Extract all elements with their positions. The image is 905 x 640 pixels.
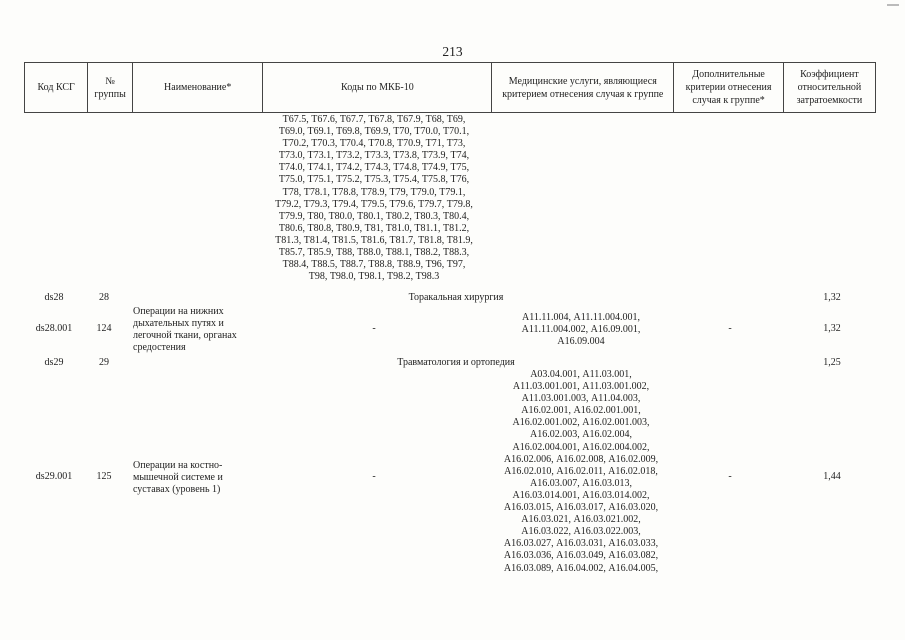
service-code-line: А16.02.001, А16.02.001.001, (521, 405, 641, 417)
row-code: ds28.001 (35, 323, 73, 334)
name-line: Операции на костно- (133, 460, 223, 471)
name-line: Операции на нижних (133, 306, 224, 317)
service-code-line: А16.02.003, А16.02.004, (530, 429, 632, 441)
service-code-line: А16.03.007, А16.03.013, (530, 477, 632, 489)
service-code-line: А16.03.089, А16.04.002, А16.04.005, (503, 562, 659, 574)
row-group: 124 (96, 323, 112, 334)
name-line: суставах (уровень 1) (133, 484, 221, 496)
row-services (490, 369, 672, 575)
continuation-mkb-codes (258, 114, 490, 283)
service-code-line: А16.03.014.001, А16.03.014.002, (512, 489, 650, 501)
row-name (133, 460, 258, 496)
name-line: дыхательных путях и (133, 318, 224, 330)
mkb-code-line: Т79.2, Т79.3, Т79.4, Т79.5, Т79.6, Т79.7, Т79.8, (275, 198, 473, 210)
mkb-code-line: Т98, Т98.0, Т98.1, Т98.2, Т98.3 (308, 271, 440, 283)
mkb-code-line: Т78, Т78.1, Т78.8, Т78.9, Т79, Т79.0, Т79.1, (282, 186, 466, 198)
header-medical-services: Медицинские услуги, являющиеся критерием отнесения случая к группе (492, 63, 674, 113)
mkb-code-line: Т88.4, Т88.5, Т88.7, Т88.8, Т88.9, Т96, Т97, (282, 259, 466, 271)
service-code-line: А16.02.006, А16.02.008, А16.02.009, (503, 453, 659, 465)
page-number: 213 (442, 44, 463, 59)
row-services (490, 312, 672, 348)
service-code-line: А11.03.001.003, А11.04.003, (521, 393, 641, 405)
mkb-code-line: Т75.0, Т75.1, Т75.2, Т75.3, Т75.4, Т75.8, Т76, (278, 174, 470, 186)
mkb-code-line: Т69.0, Т69.1, Т69.8, Т69.9, Т70, Т70.0, Т70.1, (278, 126, 470, 138)
service-code-line: А16.03.021, А16.03.021.002, (521, 514, 641, 526)
service-code-line: А16.02.010, А16.02.011, А16.02.018, (504, 465, 658, 477)
mkb-code-line: Т73.0, Т73.1, Т73.2, Т73.3, Т73.8, Т73.9, Т74, (278, 150, 470, 162)
service-code-line: А16.03.022, А16.03.022.003, (521, 526, 641, 538)
service-code-line: А16.02.004.001, А16.02.004.002, (512, 441, 650, 453)
service-code-line: А11.11.004.002, А16.09.001, (521, 324, 641, 336)
row-code: ds29 (44, 357, 64, 368)
row-criteria-dash: - (728, 323, 732, 334)
row-coefficient: 1,44 (823, 471, 841, 482)
service-code-line: А16.03.036, А16.03.049, А16.03.082, (503, 550, 659, 562)
mkb-code-line: Т74.0, Т74.1, Т74.2, Т74.3, Т74.8, Т74.9, Т75, (278, 162, 470, 174)
mkb-code-line: Т81.3, Т81.4, Т81.5, Т81.6, Т81.7, Т81.8, Т81.9, (275, 234, 473, 246)
scan-edge-mark (887, 4, 899, 6)
row-coefficient: 1,25 (823, 357, 841, 368)
row-mkb-dash: - (372, 323, 376, 334)
row-name (133, 306, 258, 354)
section-title: Травматология и ортопедия (397, 357, 515, 368)
service-code-line: А16.03.015, А16.03.017, А16.03.020, (503, 502, 659, 514)
row-group: 29 (99, 357, 109, 368)
service-code-line: А16.03.027, А16.03.031, А16.03.033, (503, 538, 659, 550)
row-code: ds28 (44, 292, 64, 303)
mkb-code-line: Т80.6, Т80.8, Т80.9, Т81, Т81.0, Т81.1, Т81.2, (278, 222, 470, 234)
mkb-code-line: Т67.5, Т67.6, Т67.7, Т67.8, Т67.9, Т68, Т69, (282, 114, 466, 125)
mkb-code-line: Т79.9, Т80, Т80.0, Т80.1, Т80.2, Т80.3, Т80.4, (278, 210, 470, 222)
name-line: мышечной системе и (133, 472, 223, 484)
header-code: Код КСГ (25, 63, 88, 113)
header-coefficient: Коэффициент относительной затратоемкости (783, 63, 875, 113)
mkb-code-line: Т85.7, Т85.9, Т88, Т88.0, Т88.1, Т88.2, Т88.3, (278, 247, 470, 259)
service-code-line: А11.03.001.001, А11.03.001.002, (512, 381, 650, 393)
row-criteria-dash: - (728, 471, 732, 482)
row-coefficient: 1,32 (823, 323, 841, 334)
row-mkb-dash: - (372, 471, 376, 482)
service-code-line: А11.11.004, А11.11.004.001, (522, 312, 640, 323)
header-group-number: № группы (88, 63, 133, 113)
name-line: средостения (133, 342, 186, 354)
header-mkb-codes: Коды по МКБ-10 (263, 63, 492, 113)
section-title: Торакальная хирургия (408, 292, 504, 303)
mkb-code-line: Т70.2, Т70.3, Т70.4, Т70.8, Т70.9, Т71, Т73, (282, 138, 466, 150)
service-code-line: А16.02.001.002, А16.02.001.003, (512, 417, 650, 429)
table-header (24, 62, 876, 113)
service-code-line: А03.04.001, А11.03.001, (530, 369, 632, 380)
row-coefficient: 1,32 (823, 292, 841, 303)
header-additional-criteria: Дополнительные критерии отнесения случая к группе* (674, 63, 784, 113)
row-code: ds29.001 (35, 471, 73, 482)
service-code-line: А16.09.004 (557, 336, 605, 348)
name-line: легочной ткани, органах (133, 330, 237, 342)
row-group: 28 (99, 292, 109, 303)
row-group: 125 (96, 471, 112, 482)
header-name: Наименование* (132, 63, 263, 113)
